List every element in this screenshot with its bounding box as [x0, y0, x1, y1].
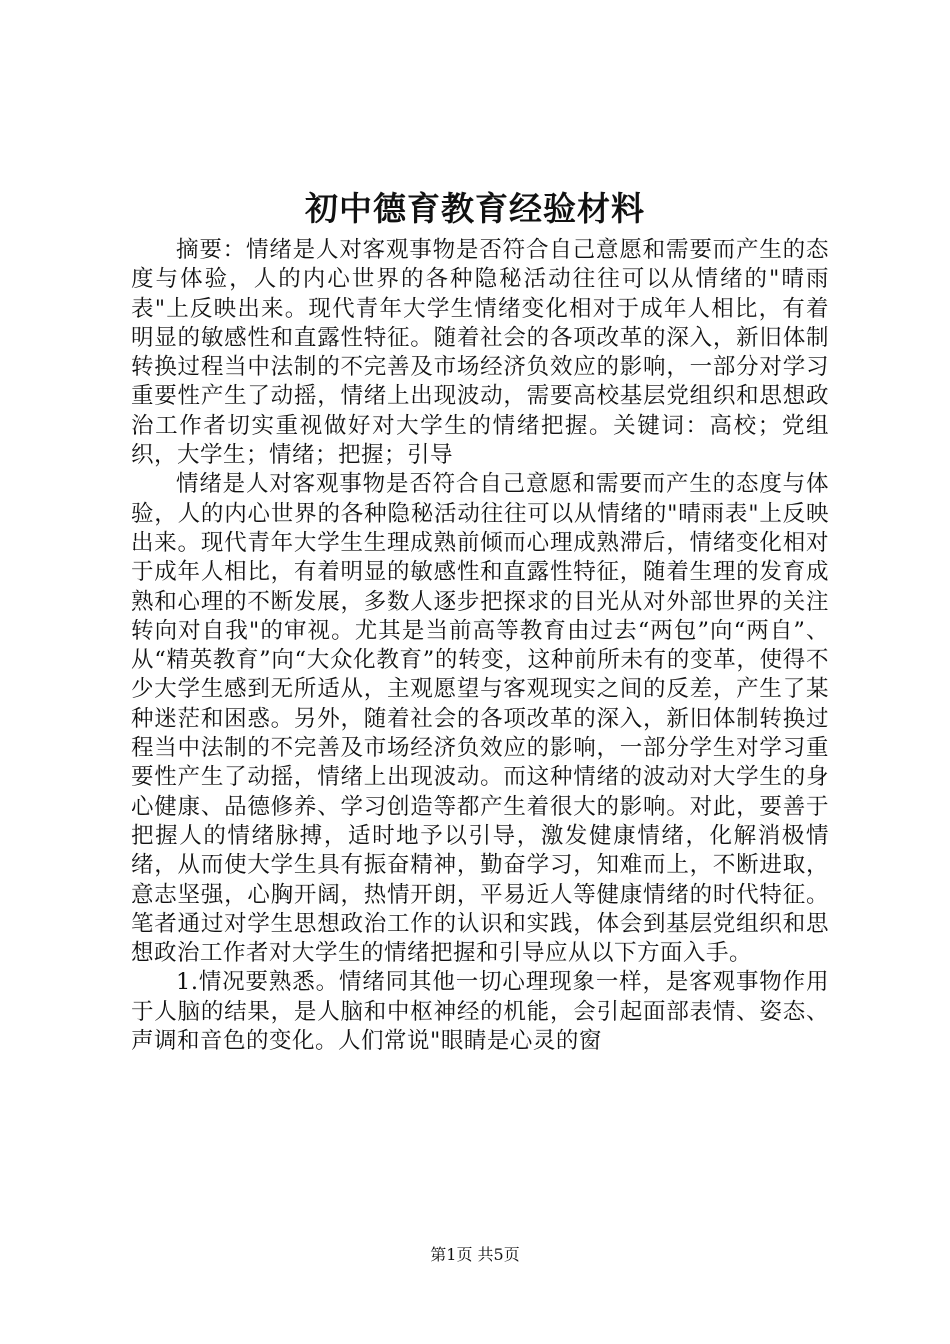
document-body [131, 236, 829, 1056]
body-paragraph: 情绪是人对客观事物是否符合自己意愿和需要而产生的态度与体验，人的内心世界的各种隐秘活动往往可以从情绪的"晴雨表"上反映出来。现代青年大学生生理成熟前倾而心理成熟滞后，情绪变化相对于成年人相比，有着明显的敏感性和直露性特征，随着生理的发育成熟和心理的不断发展，多数人逐步把探求的目光从对外部世界的关注转向对自我"的审视。尤其是当前高等教育由过去“两包”向“两自”、从“精英教育”向“大众化教育”的转变，这种前所未有的变革，使得不少大学生感到无所适从，主观愿望与客观现实之间的反差，产生了某种迷茫和困惑。另外，随着社会的各项改革的深入，新旧体制转换过程当中法制的不完善及市场经济负效应的影响，一部分学生对学习重要性产生了动摇，情绪上出现波动。而这种情绪的波动对大学生的身心健康、品德修养、学习创造等都产生着很大的影响。对此，要善于把握人的情绪脉搏，适时地予以引导，激发健康情绪，化解消极情绪，从而使大学生具有振奋精神，勤奋学习，知难而上，不断进取，意志坚强，心胸开阔，热情开朗，平易近人等健康情绪的时代特征。笔者通过对学生思想政治工作的认识和实践，体会到基层党组织和思想政治工作者对大学生的情绪把握和引导应从以下方面入手。 [131, 471, 829, 967]
abstract-paragraph: 摘要：情绪是人对客观事物是否符合自己意愿和需要而产生的态度与体验，人的内心世界的各种隐秘活动往往可以从情绪的"晴雨表"上反映出来。现代青年大学生情绪变化相对于成年人相比，有着明显的敏感性和直露性特征。随着社会的各项改革的深入，新旧体制转换过程当中法制的不完善及市场经济负效应的影响，一部分对学习重要性产生了动摇，情绪上出现波动，需要高校基层党组织和思想政治工作者切实重视做好对大学生的情绪把握。关键词：高校；党组织，大学生；情绪；把握；引导 [131, 237, 829, 469]
section-paragraph: 1.情况要熟悉。情绪同其他一切心理现象一样，是客观事物作用于人脑的结果，是人脑和中枢神经的机能，会引起面部表情、姿态、声调和音色的变化。人们常说"眼睛是心灵的窗 [131, 969, 829, 1055]
document-title: 初中德育教育经验材料 [305, 189, 645, 228]
page-number-footer: 第1页 共5页 [430, 1245, 520, 1264]
